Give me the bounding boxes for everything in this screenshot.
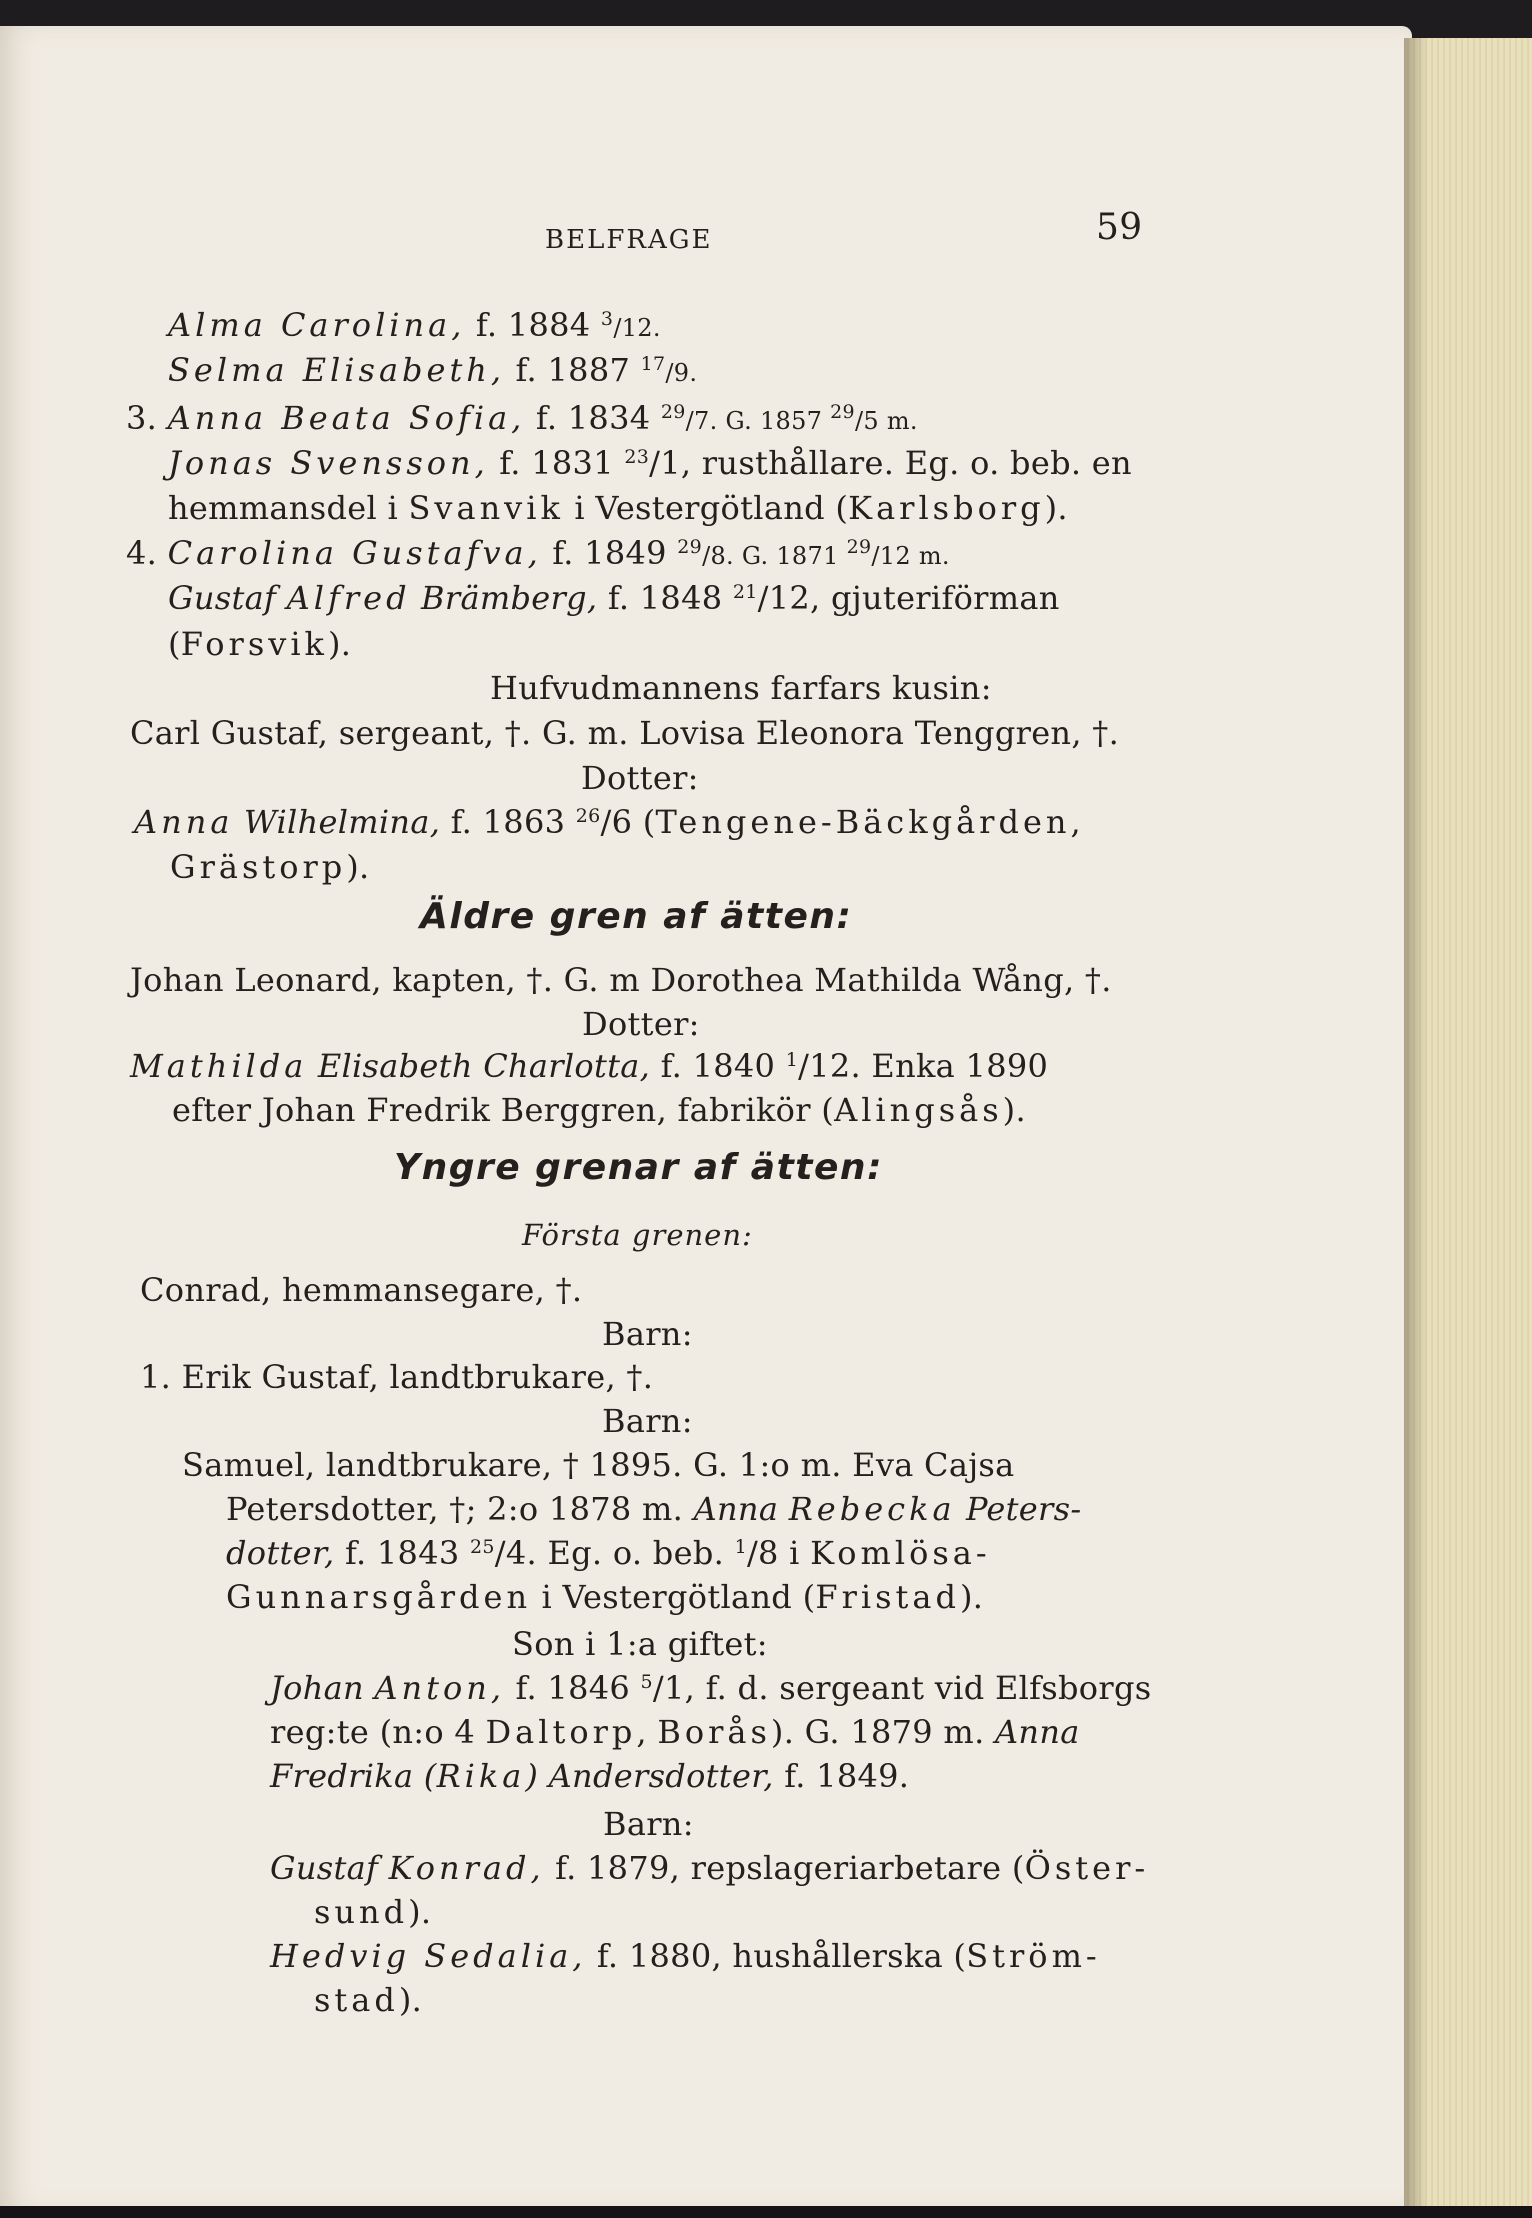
entry-line: Conrad, hemmansegare, †. [140, 1271, 583, 1309]
entry-line: Petersdotter, †; 2:o 1878 m. Anna Rebecka Peters- [226, 1490, 1082, 1528]
section-label: Dotter: [581, 759, 699, 797]
entry-line: Johan Leonard, kapten, †. G. m Dorothea Mathilda Wång, †. [130, 961, 1112, 999]
entry-line: Jonas Svensson, f. 1831 $^{23}$/1, rusthållare. Eg. o. beb. en [168, 444, 1132, 482]
section-heading: Yngre grenar af ätten: [394, 1147, 883, 1188]
entry-line: Selma Elisabeth, f. 1887 $^{17}$/9. [168, 351, 698, 389]
entry-line: (Forsvik). [168, 625, 352, 663]
entry-line: stad). [314, 1981, 423, 2019]
running-header: BELFRAGE [545, 225, 713, 255]
entry-line: hemmansdel i Svanvik i Vestergötland (Karlsborg). [168, 489, 1068, 527]
entry-line: Samuel, landtbrukare, † 1895. G. 1:o m. Eva Cajsa [182, 1446, 1015, 1484]
page-number: 59 [1096, 207, 1143, 248]
entry-line: sund). [314, 1893, 432, 1931]
entry-line: dotter, f. 1843 $^{25}$/4. Eg. o. beb. $^1$/8 i Komlösa- [226, 1534, 991, 1572]
entry-line: Gunnarsgården i Vestergötland (Fristad). [226, 1578, 984, 1616]
section-label: Barn: [602, 1315, 693, 1353]
entry-line: Hedvig Sedalia, f. 1880, hushållerska (Ström- [270, 1937, 1101, 1975]
entry-line: Mathilda Elisabeth Charlotta, f. 1840 $^1$/12. Enka 1890 [130, 1047, 1049, 1085]
entry-line: Alma Carolina, f. 1884 $^3$/12. [168, 306, 661, 344]
entry-line: Gustaf Konrad, f. 1879, repslageriarbetare (Öster- [270, 1849, 1150, 1887]
entry-line: Gustaf Alfred Brämberg, f. 1848 $^{21}$/12, gjuteriförman [168, 579, 1060, 617]
entry-line: Johan Anton, f. 1846 $^5$/1, f. d. sergeant vid Elfsborgs [270, 1669, 1152, 1707]
entry-line: Anna Wilhelmina, f. 1863 $^{26}$/6 (Tengene-Bäckgården, [134, 803, 1085, 841]
entry-line: 3. Anna Beata Sofia, f. 1834 $^{29}$/7. G. 1857 $^{29}$/5 m. [126, 399, 918, 437]
page-edge-shadow [1404, 38, 1428, 2210]
entry-line: Fredrika (Rika) Andersdotter, f. 1849. [270, 1757, 910, 1795]
section-label: Barn: [603, 1805, 694, 1843]
entry-line: Grästorp). [170, 848, 370, 886]
section-label: Hufvudmannens farfars kusin: [490, 669, 992, 707]
bottom-border [0, 2206, 1532, 2218]
subsection-heading: Första grenen: [522, 1218, 753, 1252]
entry-line: 4. Carolina Gustafva, f. 1849 $^{29}$/8. G. 1871 $^{29}$/12 m. [126, 534, 950, 572]
section-label: Barn: [602, 1402, 693, 1440]
entry-line: reg:te (n:o 4 Daltorp, Borås). G. 1879 m. Anna [270, 1713, 1080, 1751]
section-label: Son i 1:a giftet: [512, 1625, 768, 1663]
entry-line: 1. Erik Gustaf, landtbrukare, †. [140, 1358, 654, 1396]
entry-line: efter Johan Fredrik Berggren, fabrikör (Alingsås). [172, 1091, 1026, 1129]
section-heading: Äldre gren af ätten: [420, 896, 853, 937]
entry-line: Carl Gustaf, sergeant, †. G. m. Lovisa Eleonora Tenggren, †. [130, 714, 1120, 752]
section-label: Dotter: [582, 1005, 700, 1043]
